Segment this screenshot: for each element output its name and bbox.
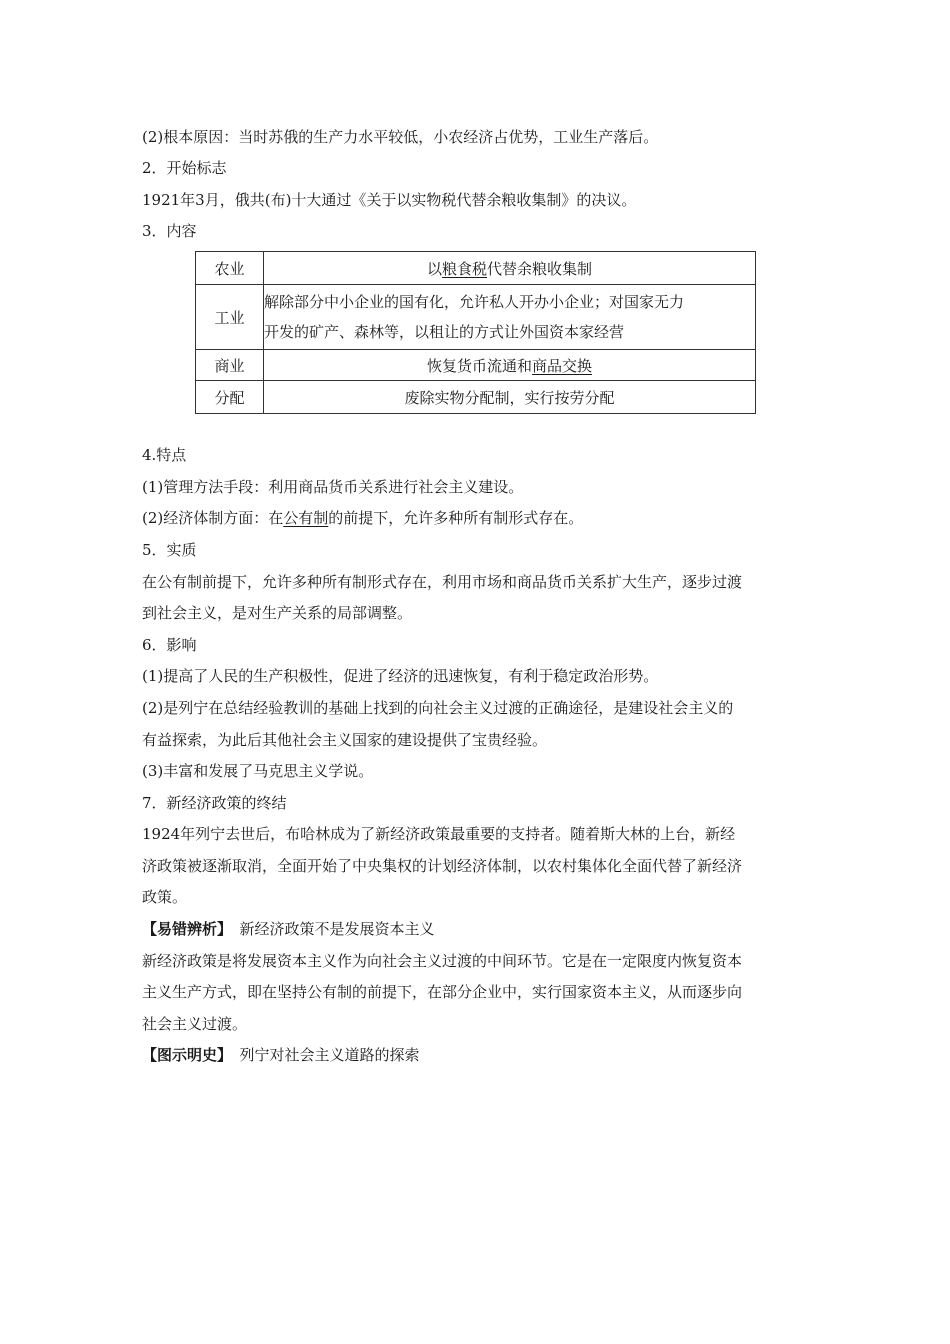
table-row — [196, 252, 756, 285]
heading-features: 4.特点 — [142, 446, 187, 464]
start-sign-text: 1921年3月，俄共(布)十大通过《关于以实物税代替余粮收集制》的决议。 — [142, 191, 637, 209]
end-text-2: 济政策被逐渐取消，全面开始了中央集权的计划经济体制，以农村集体化全面代替了新经济 — [142, 857, 743, 875]
reason-line: (2)根本原因：当时苏俄的生产力水平较低，小农经济占优势，工业生产落后。 — [142, 128, 659, 146]
diagram-heading: 【图示明史】 列宁对社会主义道路的探索 — [142, 1046, 420, 1064]
error-analysis-text-2: 主义生产方式，即在坚持公有制的前提下，在部分企业中，实行国家资本主义，从而逐步向 — [142, 983, 743, 1001]
row-label: 农业 — [196, 252, 264, 285]
error-analysis-text-1: 新经济政策是将发展资本主义作为向社会主义过渡的中间环节。它是在一定限度内恢复资本 — [142, 952, 743, 970]
row-label: 分配 — [196, 381, 264, 414]
essence-text-2: 到社会主义，是对生产关系的局部调整。 — [142, 604, 413, 622]
row-label: 工业 — [196, 285, 264, 350]
row-label: 商业 — [196, 350, 264, 381]
heading-essence: 5．实质 — [142, 541, 197, 559]
table-row — [196, 350, 756, 381]
row-value: 解除部分中小企业的国有化，允许私人开办小企业；对国家无力 开发的矿产、森林等，以租让的方式让外国资本家经营 — [264, 285, 756, 350]
impact-2b: 有益探索，为此后其他社会主义国家的建设提供了宝贵经验。 — [142, 731, 548, 749]
error-analysis-heading: 【易错辨析】 新经济政策不是发展资本主义 — [142, 920, 435, 938]
end-text-3: 政策。 — [142, 888, 188, 906]
end-text-1: 1924年列宁去世后，布哈林成为了新经济政策最重要的支持者。随着斯大林的上台，新经 — [142, 825, 736, 843]
note-tag: 【易错辨析】 — [142, 920, 225, 938]
impact-3: (3)丰富和发展了马克思主义学说。 — [142, 762, 374, 780]
heading-end: 7．新经济政策的终结 — [142, 794, 287, 812]
error-analysis-text-3: 社会主义过渡。 — [142, 1015, 248, 1033]
row-value: 恢复货币流通和商品交换 — [264, 350, 756, 381]
heading-start-sign: 2．开始标志 — [142, 159, 227, 177]
underlined-term: 商品交换 — [532, 356, 593, 375]
note-tag: 【图示明史】 — [142, 1046, 225, 1064]
underlined-term: 粮食税 — [441, 259, 487, 278]
feature-1: (1)管理方法手段：利用商品货币关系进行社会主义建设。 — [142, 478, 524, 496]
table-row — [196, 285, 756, 350]
heading-impact: 6．影响 — [142, 636, 197, 654]
table-row — [196, 381, 756, 414]
row-value: 以粮食税代替余粮收集制 — [264, 252, 756, 285]
impact-2a: (2)是列宁在总结经验教训的基础上找到的向社会主义过渡的正确途径，是建设社会主义的 — [142, 699, 734, 717]
impact-1: (1)提高了人民的生产积极性，促进了经济的迅速恢复，有利于稳定政治形势。 — [142, 667, 659, 685]
feature-2: (2)经济体制方面：在公有制的前提下，允许多种所有制形式存在。 — [142, 509, 584, 527]
heading-content: 3．内容 — [142, 222, 197, 240]
row-value: 废除实物分配制，实行按劳分配 — [264, 381, 756, 414]
underlined-term: 公有制 — [283, 509, 329, 527]
content-table — [195, 251, 756, 414]
essence-text-1: 在公有制前提下，允许多种所有制形式存在，利用市场和商品货币关系扩大生产，逐步过渡 — [142, 573, 743, 591]
